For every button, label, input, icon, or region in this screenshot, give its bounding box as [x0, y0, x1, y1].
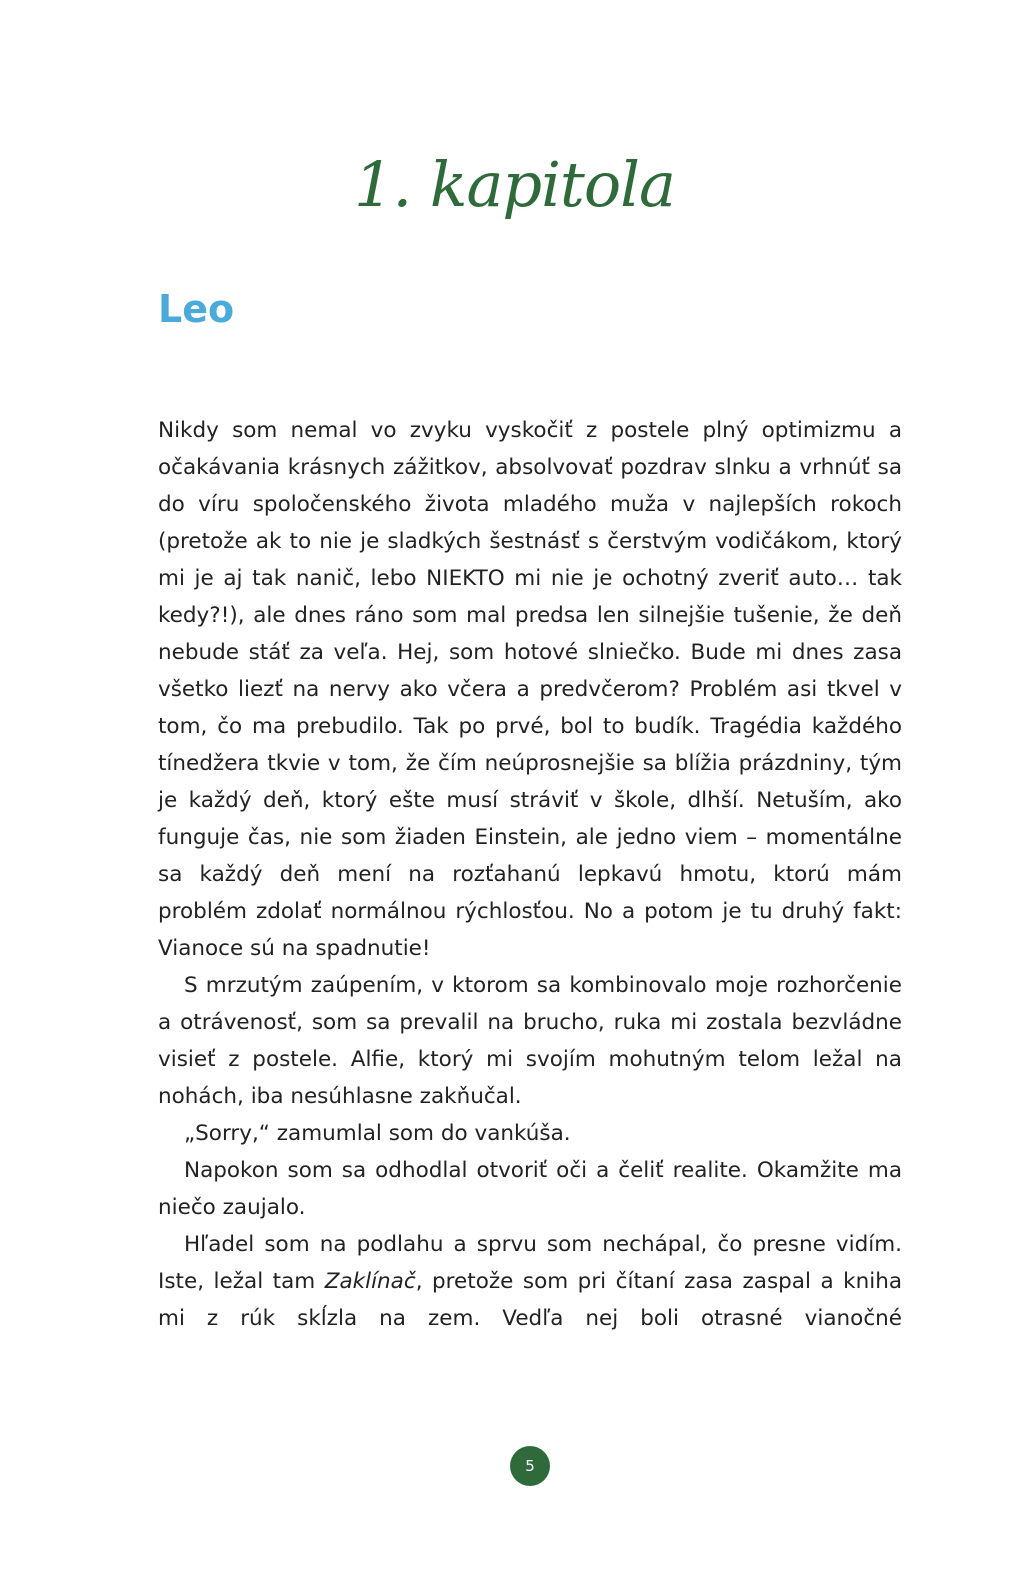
paragraph-5-start: Hľadel som na podlahu a sprvu som nechápal, čo presne vidím. Iste, ležal tam — [158, 1232, 902, 1294]
paragraph-1: Nikdy som nemal vo zvyku vyskočiť z postele plný optimizmu a očakávania krásnych zážitkov, absolvovať pozdrav slnku a vrhnúť sa do víru spoločenského života mladého muža v najlepších rokoch (pretože ak to nie je sladkých šestnásť s čerstvým vodičákom, ktorý mi je aj tak nanič, lebo NIEKTO mi nie je ochotný zveriť auto… tak kedy?!), ale dnes ráno som mal predsa len silnejšie tušenie, že deň nebude stáť za veľa. Hej, som hotové slniečko. Bude mi dnes zasa všetko liezť na nervy ako včera a predvčerom? Problém asi tkvel v tom, čo ma prebudilo. Tak po prvé, bol to budík. Tragédia každého tínedžera tkvie v tom, že čím neúprosnejšie sa blížia prázdniny, tým je každý deň, ktorý ešte musí stráviť v škole, dlhší. Netuším, ako funguje čas, nie som žiaden Einstein, ale jedno viem – momentálne sa každý deň mení na rozťahanú lepkavú hmotu, ktorú mám problém zdolať normálnou rýchlosťou. No a potom je tu druhý fakt: Vianoce sú na spadnutie! — [158, 418, 902, 961]
paragraph-4: Napokon som sa odhodlal otvoriť oči a čeliť realite. Okamžite ma niečo zaujalo. — [158, 1158, 902, 1220]
paragraph-3: „Sorry,“ zamumlal som do vankúša. — [184, 1121, 571, 1146]
page-number-badge: 5 — [510, 1446, 550, 1486]
character-name: Leo — [158, 287, 235, 331]
paragraph-5 — [158, 1226, 902, 1337]
chapter-title: 1. kapitola — [354, 148, 675, 221]
book-title-italic: Zaklínač — [324, 1269, 416, 1294]
paragraph-2: S mrzutým zaúpením, v ktorom sa kombinovalo moje rozhorčenie a otrávenosť, som sa prevalil na brucho, ruka mi zostala bezvládne visieť z postele. Alfie, ktorý mi svojím mohutným telom ležal na nohách, iba nesúhlasne zakňučal. — [158, 973, 902, 1109]
body-text — [158, 412, 902, 1337]
paragraph-5-end: , pretože som pri čítaní zasa zaspal a kniha mi z rúk skĺzla na zem. Vedľa nej boli otrasné vianočné — [158, 1269, 902, 1331]
